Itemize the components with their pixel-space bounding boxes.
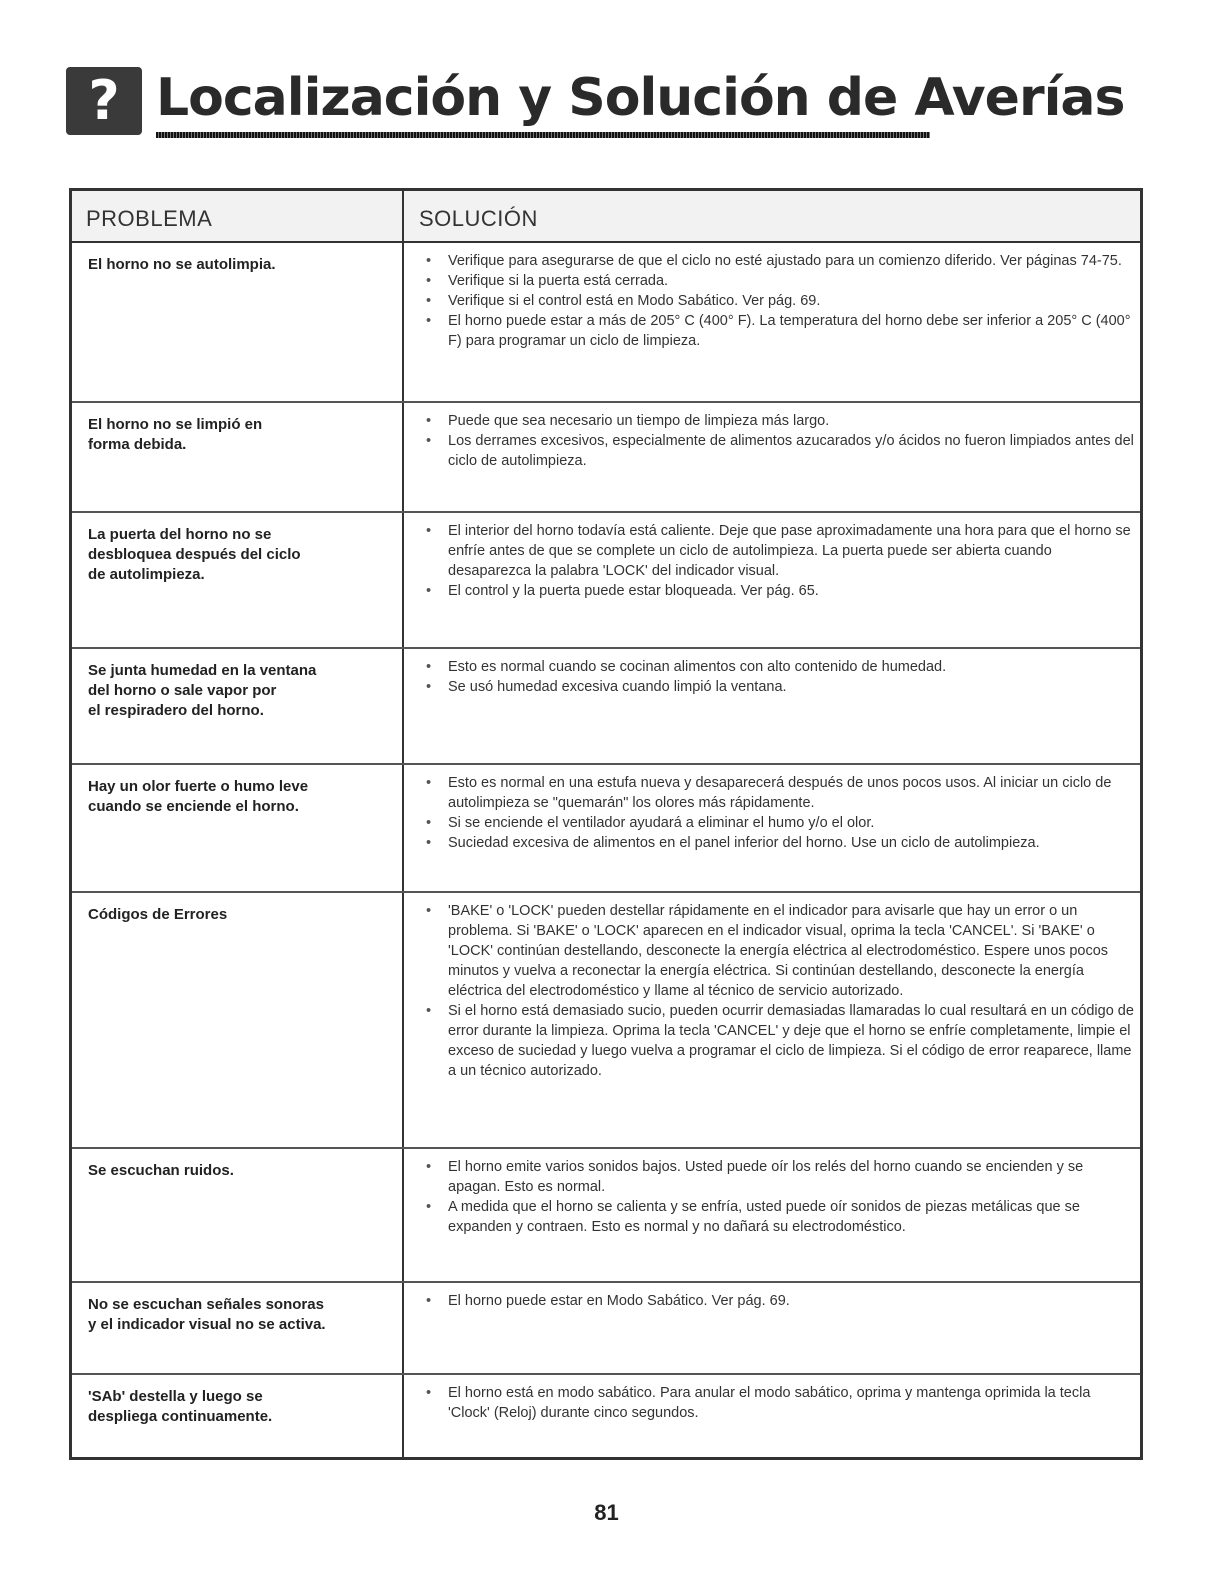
- solution-item: • Puede que sea necesario un tiempo de limpieza más largo.: [424, 411, 1136, 431]
- column-divider: [402, 649, 404, 763]
- solution-item: • Si el horno está demasiado sucio, pueden ocurrir demasiadas llamaradas lo cual resultará en un código de error durante la limpieza. Oprima la tecla 'CANCEL' y deje que el horno se enfríe completamente, limpie el exceso de suciedad y luego vuelva a programar el ciclo de limpieza. Si el código de error reaparece, llame a un técnico autorizado.: [424, 1001, 1136, 1081]
- problem-cell: El horno no se limpió en forma debida.: [88, 416, 263, 453]
- solution-item: • Verifique si la puerta está cerrada.: [424, 271, 1136, 291]
- solution-item: • Verifique para asegurarse de que el ciclo no esté ajustado para un comienzo diferido. Ver páginas 74-75.: [424, 251, 1136, 271]
- solution-item: • El horno emite varios sonidos bajos. Usted puede oír los relés del horno cuando se encienden y se apagan. Esto es normal.: [424, 1157, 1136, 1197]
- title-underline: [156, 132, 930, 138]
- table-header: [72, 191, 1140, 243]
- solution-cell: [424, 1291, 1136, 1311]
- solution-item: • El control y la puerta puede estar bloqueada. Ver pág. 65.: [424, 581, 1136, 601]
- column-divider: [402, 191, 404, 243]
- solution-item: • Esto es normal en una estufa nueva y desaparecerá después de unos pocos usos. Al iniciar un ciclo de autolimpieza se "quemarán" los olores más rápidamente.: [424, 773, 1136, 813]
- problem-cell: Códigos de Errores: [88, 906, 228, 923]
- problem-cell: El horno no se autolimpia.: [88, 256, 276, 273]
- troubleshooting-table: [69, 188, 1143, 1460]
- solution-cell: [424, 657, 1136, 697]
- solution-item: • Los derrames excesivos, especialmente de alimentos azucarados y/o ácidos no fueron limpiados antes del ciclo de autolimpieza.: [424, 431, 1136, 471]
- table-row: [72, 1283, 1140, 1375]
- solution-cell: [424, 1157, 1136, 1237]
- solution-cell: [424, 521, 1136, 601]
- column-divider: [402, 1283, 404, 1373]
- problem-cell: Se escuchan ruidos.: [88, 1162, 234, 1179]
- page-header: [66, 64, 1125, 144]
- solution-item: • El horno puede estar en Modo Sabático. Ver pág. 69.: [424, 1291, 1136, 1311]
- problem-cell: Se junta humedad en la ventana del horno o sale vapor por el respiradero del horno.: [88, 662, 317, 719]
- problem-cell: No se escuchan señales sonoras y el indicador visual no se activa.: [88, 1296, 326, 1333]
- table-row: [72, 1375, 1140, 1457]
- solution-item: • El horno puede estar a más de 205° C (400° F). La temperatura del horno debe ser inferior a 205° C (400° F) para programar un ciclo de limpieza.: [424, 311, 1136, 351]
- table-row: [72, 513, 1140, 649]
- solution-item: • Se usó humedad excesiva cuando limpió la ventana.: [424, 677, 1136, 697]
- column-divider: [402, 403, 404, 511]
- solution-cell: [424, 1383, 1136, 1423]
- column-divider: [402, 243, 404, 401]
- table-row: [72, 1149, 1140, 1283]
- question-mark-icon: ?: [66, 67, 142, 135]
- solution-cell: [424, 411, 1136, 471]
- table-row: [72, 765, 1140, 893]
- problem-cell: Hay un olor fuerte o humo leve cuando se enciende el horno.: [88, 778, 309, 815]
- table-row: [72, 243, 1140, 403]
- problem-column-header: PROBLEMA: [86, 206, 213, 231]
- solution-item: • A medida que el horno se calienta y se enfría, usted puede oír sonidos de piezas metálicas que se expanden y contraen. Esto es normal y no dañará su electrodoméstico.: [424, 1197, 1136, 1237]
- column-divider: [402, 893, 404, 1147]
- solution-cell: [424, 251, 1136, 351]
- table-row: [72, 649, 1140, 765]
- page-number: 81: [594, 1500, 619, 1525]
- solution-item: • Esto es normal cuando se cocinan alimentos con alto contenido de humedad.: [424, 657, 1136, 677]
- solution-item: • Suciedad excesiva de alimentos en el panel inferior del horno. Use un ciclo de autolimpieza.: [424, 833, 1136, 853]
- solution-column-header: SOLUCIÓN: [419, 206, 538, 231]
- table-row: [72, 893, 1140, 1149]
- column-divider: [402, 1375, 404, 1457]
- solution-cell: [424, 773, 1136, 853]
- solution-item: • 'BAKE' o 'LOCK' pueden destellar rápidamente en el indicador para avisarle que hay un error o un problema. Si 'BAKE' o 'LOCK' aparecen en el indicador visual, oprima la tecla 'CANCEL'. Si 'BAKE' o 'LOCK' continúan destellando, desconecte la energía eléctrica al electrodoméstico. Espere unos pocos minutos y vuelva a reconectar la energía eléctrica. Si continúan destellando, desconecte la energía eléctrica del electrodoméstico y llame al técnico de servicio autorizado.: [424, 901, 1136, 1001]
- solution-item: • El interior del horno todavía está caliente. Deje que pase aproximadamente una hora para que el horno se enfríe antes de que se complete un ciclo de autolimpieza. La puerta puede ser abierta cuando desaparezca la palabra 'LOCK' del indicador visual.: [424, 521, 1136, 581]
- solution-item: • Verifique si el control está en Modo Sabático. Ver pág. 69.: [424, 291, 1136, 311]
- solution-item: • Si se enciende el ventilador ayudará a eliminar el humo y/o el olor.: [424, 813, 1136, 833]
- solution-item: • El horno está en modo sabático. Para anular el modo sabático, oprima y mantenga oprimida la tecla 'Clock' (Reloj) durante cinco segundos.: [424, 1383, 1136, 1423]
- table-row: [72, 403, 1140, 513]
- column-divider: [402, 765, 404, 891]
- page-title: Localización y Solución de Averías: [156, 68, 1125, 128]
- column-divider: [402, 1149, 404, 1281]
- problem-cell: 'SAb' destella y luego se despliega continuamente.: [88, 1388, 273, 1425]
- solution-cell: [424, 901, 1136, 1081]
- problem-cell: La puerta del horno no se desbloquea después del ciclo de autolimpieza.: [88, 526, 301, 583]
- column-divider: [402, 513, 404, 647]
